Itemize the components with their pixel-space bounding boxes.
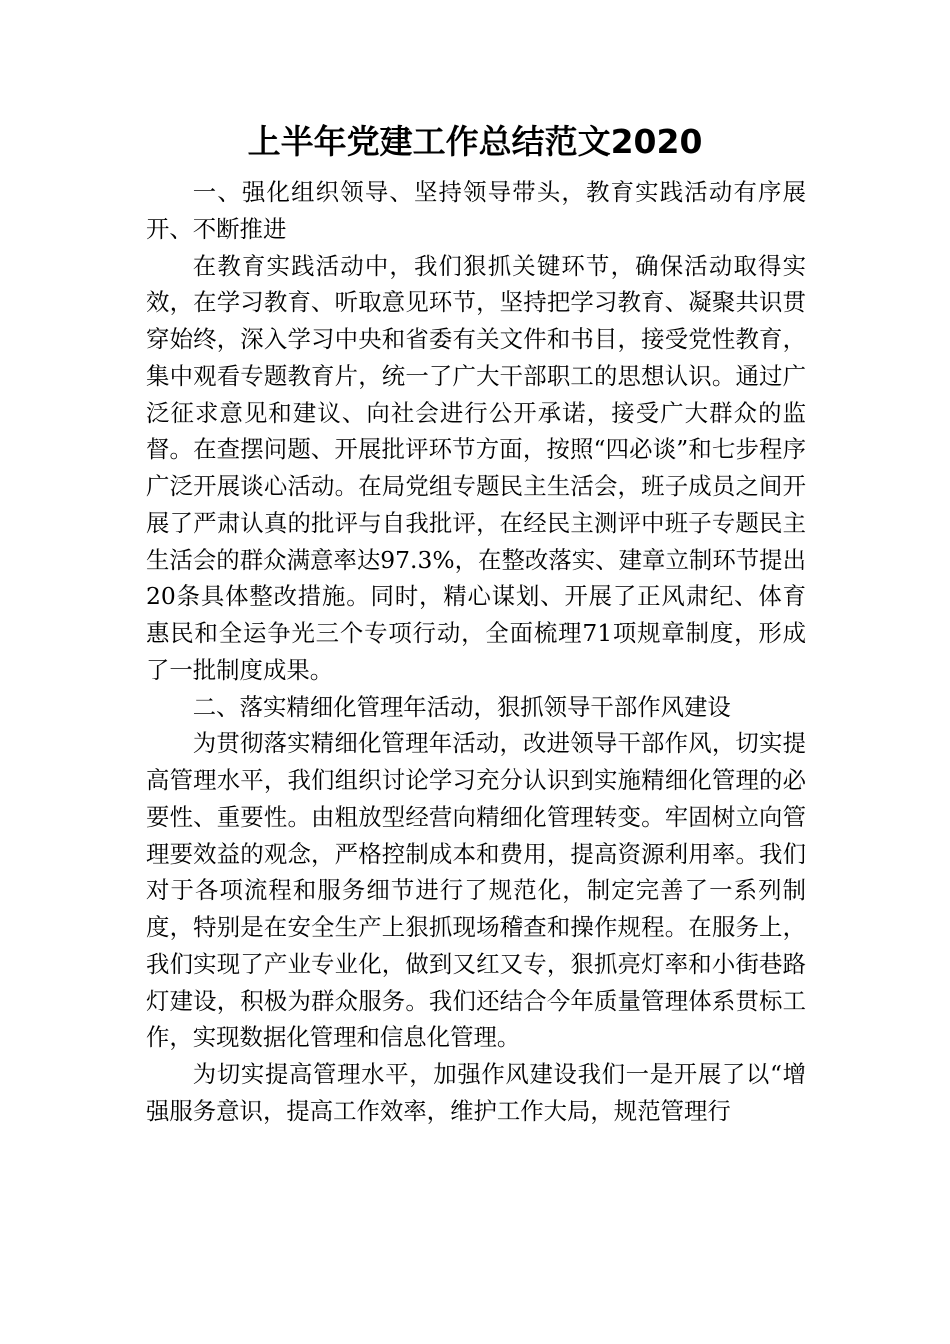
section-heading-2: 二、落实精细化管理年活动，狠抓领导干部作风建设 (192, 692, 731, 721)
document-body (146, 174, 806, 1130)
body-paragraph-2: 为贯彻落实精细化管理年活动，改进领导干部作风，切实提高管理水平，我们组织讨论学习充分认识到实施精细化管理的必要性、重要性。由粗放型经营向精细化管理转变。牢固树立向管理要效益的观念，严格控制成本和费用，提高资源利用率。我们对于各项流程和服务细节进行了规范化，制定完善了一系列制度，特别是在安全生产上狠抓现场稽查和操作规程。在服务上，我们实现了产业专业化，做到又红又专，狠抓亮灯率和小街巷路灯建设，积极为群众服务。我们还结合今年质量管理体系贯标工作，实现数据化管理和信息化管理。 (146, 729, 806, 1052)
section-heading-1: 一、强化组织领导、坚持领导带头，教育实践活动有序展开、不断推进 (146, 178, 806, 243)
document-title: 上半年党建工作总结范文2020 (247, 122, 703, 161)
body-paragraph-1: 在教育实践活动中，我们狠抓关键环节，确保活动取得实效，在学习教育、听取意见环节，坚持把学习教育、凝聚共识贯穿始终，深入学习中央和省委有关文件和书目，接受党性教育，集中观看专题教育片，统一了广大干部职工的思想认识。通过广泛征求意见和建议、向社会进行公开承诺，接受广大群众的监督。在查摆问题、开展批评环节方面，按照“四必谈”和七步程序广泛开展谈心活动。在局党组专题民主生活会，班子成员之间开展了严肃认真的批评与自我批评，在经民主测评中班子专题民主生活会的群众满意率达97.3%，在整改落实、建章立制环节提出20条具体整改措施。同时，精心谋划、开展了正风肃纪、体育惠民和全运争光三个专项行动，全面梳理71项规章制度，形成了一批制度成果。 (146, 251, 806, 684)
body-paragraph-3: 为切实提高管理水平，加强作风建设我们一是开展了以“增强服务意识，提高工作效率，维护工作大局，规范管理行 (146, 1060, 806, 1125)
